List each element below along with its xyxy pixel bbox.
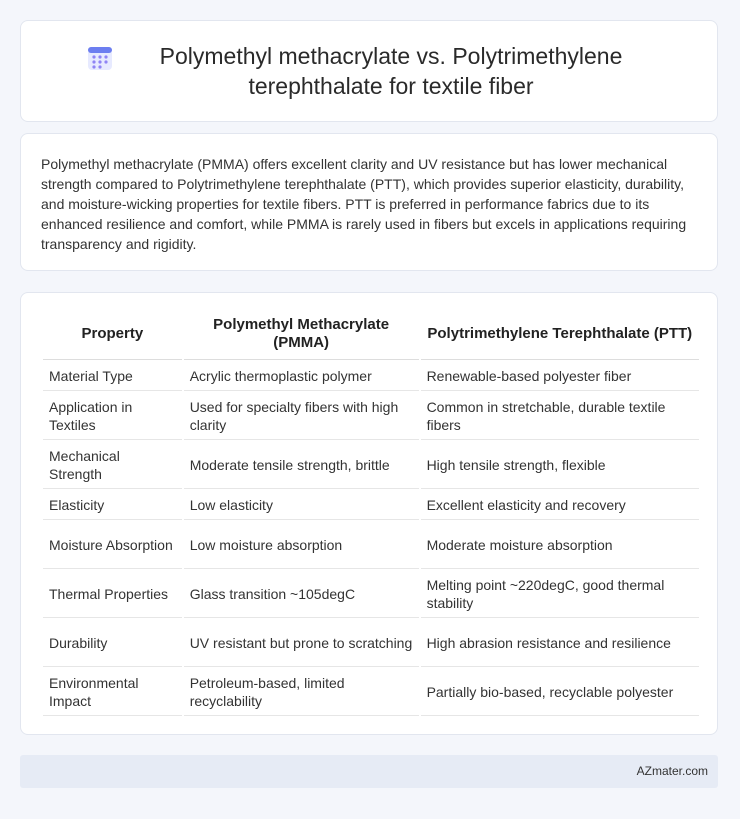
header-ptt: Polytrimethylene Terephthalate (PTT) xyxy=(421,315,699,360)
pmma-cell: Moderate tensile strength, brittle xyxy=(184,442,419,489)
property-cell: Thermal Properties xyxy=(43,571,182,618)
pmma-cell: Low elasticity xyxy=(184,491,419,520)
table-row xyxy=(43,522,699,569)
table-row xyxy=(43,571,699,618)
pmma-cell: Low moisture absorption xyxy=(184,522,419,569)
property-cell: Environmental Impact xyxy=(43,669,182,716)
header-pmma: Polymethyl Methacrylate (PMMA) xyxy=(184,315,419,360)
intro-paragraph: Polymethyl methacrylate (PMMA) offers excellent clarity and UV resistance but has lower mechanical strength compared to Polytrimethylene terephthalate (PTT), which provides superior elasticity, durability, and moisture-wicking properties for textile fibers. PTT is preferred in performance fabrics due to its enhanced resilience and comfort, while PMMA is rarely used in fibers but excels in applications requiring transparency and rigidity. xyxy=(41,156,687,252)
footer-brand-link[interactable]: AZmater.com xyxy=(636,764,708,778)
ptt-cell: High tensile strength, flexible xyxy=(421,442,699,489)
title-card xyxy=(20,20,718,122)
pmma-cell: Acrylic thermoplastic polymer xyxy=(184,362,419,391)
table-row xyxy=(43,393,699,440)
pmma-cell: Glass transition ~105degC xyxy=(184,571,419,618)
property-cell: Mechanical Strength xyxy=(43,442,182,489)
calendar-grid-icon xyxy=(87,45,113,71)
table-row xyxy=(43,362,699,391)
ptt-cell: Partially bio-based, recyclable polyester xyxy=(421,669,699,716)
property-cell: Durability xyxy=(43,620,182,667)
property-cell: Moisture Absorption xyxy=(43,522,182,569)
header-property: Property xyxy=(43,315,182,360)
intro-card xyxy=(20,133,718,271)
table-header-row xyxy=(43,315,699,360)
ptt-cell: Renewable-based polyester fiber xyxy=(421,362,699,391)
comparison-card xyxy=(20,292,718,735)
table-row xyxy=(43,442,699,489)
property-cell: Material Type xyxy=(43,362,182,391)
table-row xyxy=(43,491,699,520)
ptt-cell: Melting point ~220degC, good thermal stability xyxy=(421,571,699,618)
ptt-cell: Moderate moisture absorption xyxy=(421,522,699,569)
ptt-cell: Excellent elasticity and recovery xyxy=(421,491,699,520)
pmma-cell: Petroleum-based, limited recyclability xyxy=(184,669,419,716)
footer-bar xyxy=(20,755,718,788)
pmma-cell: Used for specialty fibers with high clarity xyxy=(184,393,419,440)
property-cell: Application in Textiles xyxy=(43,393,182,440)
table-row xyxy=(43,620,699,667)
ptt-cell: High abrasion resistance and resilience xyxy=(421,620,699,667)
property-cell: Elasticity xyxy=(43,491,182,520)
ptt-cell: Common in stretchable, durable textile fibers xyxy=(421,393,699,440)
page-title: Polymethyl methacrylate vs. Polytrimethylene terephthalate for textile fiber xyxy=(159,43,623,99)
table-row xyxy=(43,669,699,716)
pmma-cell: UV resistant but prone to scratching xyxy=(184,620,419,667)
comparison-table xyxy=(41,313,701,718)
